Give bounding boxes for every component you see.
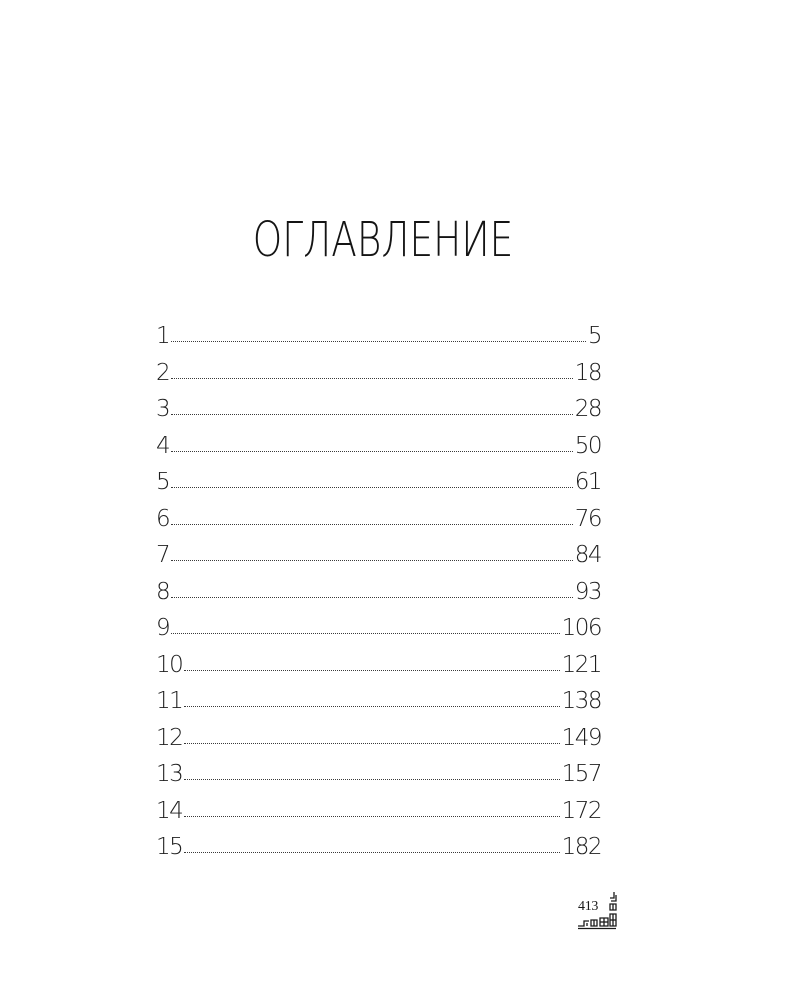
toc-dot-leader <box>171 487 573 488</box>
toc-dot-leader <box>184 816 559 817</box>
toc-dot-leader <box>171 560 573 561</box>
toc-entry-page: 106 <box>561 615 601 641</box>
toc-entry[interactable] <box>156 761 601 798</box>
toc-entry[interactable] <box>156 798 601 835</box>
toc-entry-page: 138 <box>561 688 601 714</box>
toc-entry-page: 93 <box>574 578 601 605</box>
page-title: ОГЛАВЛЕНИЕ <box>252 212 514 269</box>
toc-entry-number: 5 <box>156 469 170 495</box>
toc-dot-leader <box>184 670 559 671</box>
toc-entry[interactable] <box>156 688 601 725</box>
toc-entry-number: 7 <box>156 542 170 568</box>
toc-entry-number: 15 <box>156 834 183 860</box>
toc-entry[interactable] <box>156 469 601 506</box>
toc-entry-number: 10 <box>156 651 183 678</box>
toc-entry-number: 1 <box>156 323 170 349</box>
toc-entry[interactable] <box>156 652 601 689</box>
toc-entry[interactable] <box>156 433 601 470</box>
toc-entry-number: 2 <box>156 359 170 386</box>
toc-entry[interactable] <box>156 579 601 616</box>
page-number: 413 <box>578 899 599 914</box>
toc-entry-page: 76 <box>574 505 601 532</box>
toc-dot-leader <box>171 524 573 525</box>
toc-dot-leader <box>171 378 573 379</box>
toc-entry-number: 4 <box>156 432 170 459</box>
toc-entry[interactable] <box>156 506 601 543</box>
toc-entry[interactable] <box>156 542 601 579</box>
toc-entry[interactable] <box>156 834 601 871</box>
toc-entry-page: 121 <box>561 651 601 678</box>
toc-entry-page: 84 <box>574 542 601 568</box>
toc-entry-page: 50 <box>574 432 601 459</box>
toc-entry-page: 61 <box>574 469 601 495</box>
toc-entry[interactable] <box>156 396 601 433</box>
toc-entry-number: 6 <box>156 505 170 532</box>
page-folio <box>578 890 624 936</box>
toc-entry-page: 157 <box>561 761 601 787</box>
toc-dot-leader <box>184 743 559 744</box>
toc-dot-leader <box>171 451 573 452</box>
toc-dot-leader <box>171 341 586 342</box>
toc-entry-number: 12 <box>156 724 183 751</box>
toc-dot-leader <box>171 597 573 598</box>
toc-entry[interactable] <box>156 615 601 652</box>
toc-dot-leader <box>184 779 559 780</box>
toc-entry-number: 13 <box>156 761 183 787</box>
toc-entry-page: 149 <box>561 724 601 751</box>
toc-dot-leader <box>184 706 559 707</box>
greek-key-corner-ornament-icon <box>578 890 624 936</box>
table-of-contents <box>156 323 601 871</box>
toc-entry-page: 18 <box>574 359 601 386</box>
toc-entry-number: 3 <box>156 396 170 422</box>
toc-entry-page: 172 <box>561 797 601 824</box>
toc-entry-number: 14 <box>156 797 183 824</box>
toc-entry-page: 28 <box>574 396 601 422</box>
toc-entry-page: 182 <box>561 834 601 860</box>
toc-entry[interactable] <box>156 360 601 397</box>
toc-dot-leader <box>171 414 573 415</box>
toc-dot-leader <box>171 633 559 634</box>
toc-entry-number: 8 <box>156 578 170 605</box>
toc-entry[interactable] <box>156 323 601 360</box>
toc-entry-number: 11 <box>156 688 183 714</box>
toc-entry-number: 9 <box>156 615 170 641</box>
toc-entry-page: 5 <box>587 323 601 349</box>
toc-dot-leader <box>184 852 559 853</box>
toc-entry[interactable] <box>156 725 601 762</box>
